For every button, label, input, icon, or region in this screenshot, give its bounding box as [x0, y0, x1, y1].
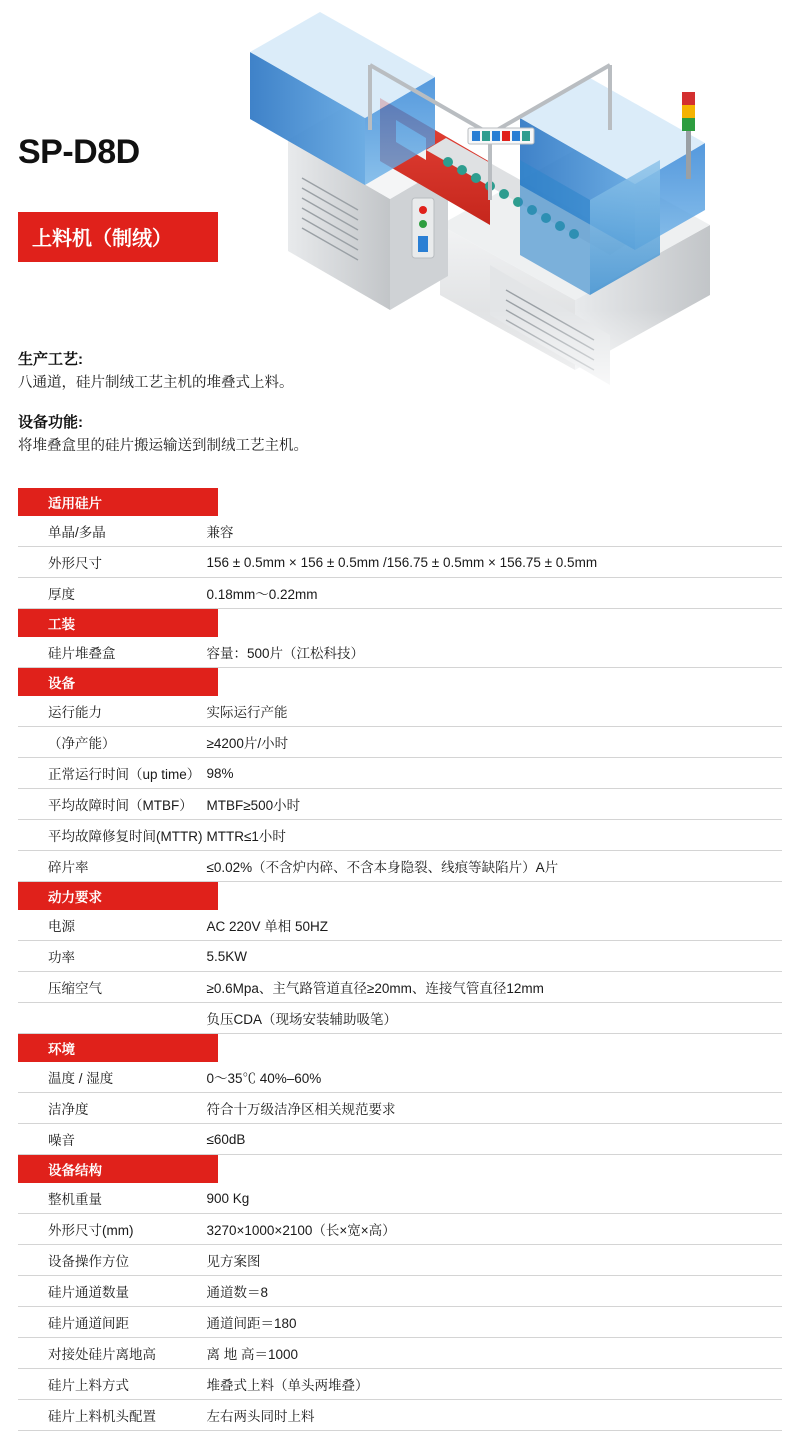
- table-row: [18, 727, 782, 758]
- section-header-row: [18, 1155, 782, 1184]
- specification-table: [18, 488, 782, 1431]
- table-row: [18, 1276, 782, 1307]
- section-title: 动力要求: [18, 882, 218, 910]
- hero-section: [0, 0, 800, 470]
- row-label: 洁净度: [18, 1093, 206, 1124]
- row-value: 3270×1000×2100（长×宽×高）: [206, 1214, 782, 1245]
- row-label: 温度 / 湿度: [18, 1062, 206, 1093]
- row-label: 平均故障修复时间(MTTR): [18, 820, 206, 851]
- row-label: 平均故障时间（MTBF）: [18, 789, 206, 820]
- row-value: 156 ± 0.5mm × 156 ± 0.5mm /156.75 ± 0.5mm × 156.75 ± 0.5mm: [206, 547, 782, 578]
- product-name-banner: 上料机（制绒）: [18, 212, 218, 262]
- row-value: AC 220V 单相 50HZ: [206, 910, 782, 941]
- row-value: ≥0.6Mpa、主气路管道直径≥20mm、连接气管直径12mm: [206, 972, 782, 1003]
- table-row: [18, 696, 782, 727]
- table-row: [18, 1124, 782, 1155]
- section-header-row: [18, 488, 782, 516]
- row-label: 硅片堆叠盒: [18, 637, 206, 668]
- row-label: 硅片上料方式: [18, 1369, 206, 1400]
- table-row: [18, 758, 782, 789]
- table-row: [18, 1307, 782, 1338]
- row-label: 设备操作方位: [18, 1245, 206, 1276]
- table-row: [18, 1214, 782, 1245]
- table-row: [18, 637, 782, 668]
- table-row: [18, 1003, 782, 1034]
- row-value: 见方案图: [206, 1245, 782, 1276]
- section-title: 适用硅片: [18, 488, 218, 516]
- table-row: [18, 789, 782, 820]
- row-value: ≤60dB: [206, 1124, 782, 1155]
- section-title: 环境: [18, 1034, 218, 1062]
- row-label: 对接处硅片离地高: [18, 1338, 206, 1369]
- row-label: 外形尺寸(mm): [18, 1214, 206, 1245]
- row-label: 硅片通道间距: [18, 1307, 206, 1338]
- row-value: 0～35℃ 40%–60%: [206, 1062, 782, 1093]
- row-label: 厚度: [18, 578, 206, 609]
- row-label: （净产能）: [18, 727, 206, 758]
- table-row: [18, 941, 782, 972]
- row-value: 通道数＝8: [206, 1276, 782, 1307]
- row-label: 正常运行时间（up time）: [18, 758, 206, 789]
- table-row: [18, 516, 782, 547]
- row-value: 0.18mm～0.22mm: [206, 578, 782, 609]
- row-label: 整机重量: [18, 1183, 206, 1214]
- section-header-row: [18, 668, 782, 697]
- process-heading: 生产工艺:: [18, 351, 83, 368]
- section-title: 设备: [18, 668, 218, 696]
- table-row: [18, 547, 782, 578]
- section-header-row: [18, 609, 782, 638]
- row-value: 98%: [206, 758, 782, 789]
- table-row: [18, 820, 782, 851]
- table-row: [18, 1369, 782, 1400]
- row-label: 硅片上料机头配置: [18, 1400, 206, 1431]
- row-label: 电源: [18, 910, 206, 941]
- page-title: SP-D8D: [18, 133, 140, 171]
- row-value: 900 Kg: [206, 1183, 782, 1214]
- table-row: [18, 1183, 782, 1214]
- table-row: [18, 1062, 782, 1093]
- row-label: [18, 1003, 206, 1034]
- row-value: 离 地 高＝1000: [206, 1338, 782, 1369]
- section-header-row: [18, 882, 782, 911]
- description-block: [18, 348, 538, 470]
- row-value: 兼容: [206, 516, 782, 547]
- row-label: 外形尺寸: [18, 547, 206, 578]
- row-value: MTTR≤1小时: [206, 820, 782, 851]
- row-value: ≤0.02%（不含炉内碎、不含本身隐裂、线痕等缺陷片）A片: [206, 851, 782, 882]
- row-value: 左右两头同时上料: [206, 1400, 782, 1431]
- row-label: 碎片率: [18, 851, 206, 882]
- row-value: 实际运行产能: [206, 696, 782, 727]
- table-row: [18, 1093, 782, 1124]
- section-title: 工装: [18, 609, 218, 637]
- process-text: 八通道，硅片制绒工艺主机的堆叠式上料。: [18, 375, 294, 391]
- section-header-row: [18, 1034, 782, 1063]
- section-title: 设备结构: [18, 1155, 218, 1183]
- row-value: 容量：500片（江松科技）: [206, 637, 782, 668]
- row-value: 通道间距＝180: [206, 1307, 782, 1338]
- table-row: [18, 910, 782, 941]
- table-row: [18, 1400, 782, 1431]
- table-row: [18, 578, 782, 609]
- row-label: 硅片通道数量: [18, 1276, 206, 1307]
- table-row: [18, 1338, 782, 1369]
- table-row: [18, 1245, 782, 1276]
- row-label: 压缩空气: [18, 972, 206, 1003]
- row-value: 堆叠式上料（单头两堆叠）: [206, 1369, 782, 1400]
- row-label: 功率: [18, 941, 206, 972]
- row-value: ≥4200片/小时: [206, 727, 782, 758]
- row-value: 负压CDA（现场安装辅助吸笔）: [206, 1003, 782, 1034]
- function-heading: 设备功能:: [18, 413, 83, 431]
- row-label: 单晶/多晶: [18, 516, 206, 547]
- row-value: MTBF≥500小时: [206, 789, 782, 820]
- table-row: [18, 851, 782, 882]
- function-text: 将堆叠盒里的硅片搬运输送到制绒工艺主机。: [18, 437, 308, 454]
- table-row: [18, 972, 782, 1003]
- row-label: 运行能力: [18, 696, 206, 727]
- row-value: 5.5KW: [206, 941, 782, 972]
- row-label: 噪音: [18, 1124, 206, 1155]
- row-value: 符合十万级洁净区相关规范要求: [206, 1093, 782, 1124]
